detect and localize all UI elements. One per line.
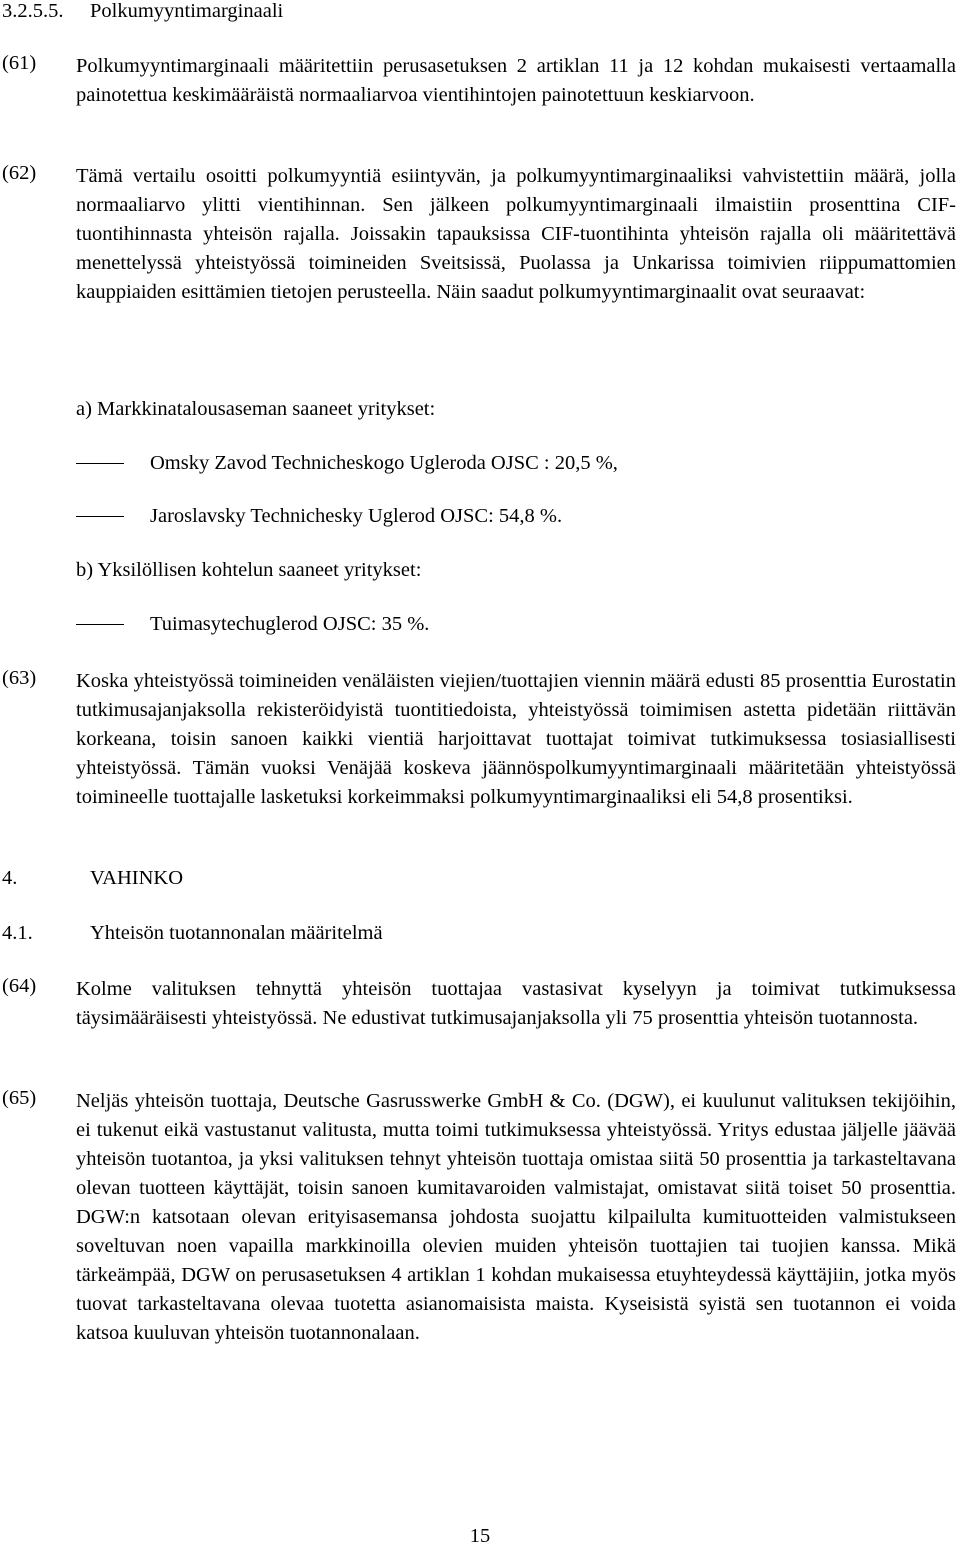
section-number: 4.1. xyxy=(2,922,33,944)
list-item xyxy=(76,613,429,636)
paragraph-text: Koska yhteistyössä toimineiden venäläisten viejien/tuottajien viennin määrä edusti 85 prosenttia Eurostatin tutkimusajanjaksolla rekisteröidyistä tuontitiedoista, yhteistyössä toimimisen astetta pidetään riittävän korkeana, toisin sanoen kaikki vientiä harjoittavat tuottajat toimivat tutkimuksessa tosiasiallisesti yhteistyössä. Tämän vuoksi Venäjää koskeva jäännöspolkumyyntimarginaali määritetään yhteistyössä toimineelle tuottajalle lasketuksi korkeimmaksi polkumyyntimarginaaliksi eli 54,8 prosentiksi. xyxy=(76,670,956,808)
dash-icon xyxy=(76,463,124,465)
list-item xyxy=(76,452,618,475)
section-heading-4 xyxy=(2,867,183,890)
section-title: Yhteisön tuotannonalan määritelmä xyxy=(90,922,383,944)
paragraph-number: (64) xyxy=(2,975,37,997)
page-number: 15 xyxy=(469,1525,491,1547)
paragraph-number: (65) xyxy=(2,1087,37,1109)
dash-icon xyxy=(76,516,124,518)
list-item-text: Jaroslavsky Technichesky Uglerod OJSC: 54,8 %. xyxy=(150,505,563,527)
section-number: 3.2.5.5. xyxy=(2,0,64,22)
paragraph-61 xyxy=(2,52,956,110)
paragraph-text: Polkumyyntimarginaali määritettiin perusasetuksen 2 artiklan 11 ja 12 kohdan mukaisesti vertaamalla painotettua keskimääräistä normaaliarvoa vientihintojen painotettuun keskiarvoon. xyxy=(76,55,956,106)
list-item-text: Tuimasytechuglerod OJSC: 35 %. xyxy=(150,613,430,635)
paragraph-62 xyxy=(2,162,956,307)
section-heading-3255 xyxy=(2,0,283,23)
dash-icon xyxy=(76,624,124,626)
list-item xyxy=(76,505,562,528)
list-label-b: b) Yksilöllisen kohtelun saaneet yritykset: xyxy=(76,559,422,581)
paragraph-64 xyxy=(2,975,956,1033)
paragraph-text: Kolme valituksen tehnyttä yhteisön tuottajaa vastasivat kyselyyn ja toimivat tutkimuksessa täysimääräisesti yhteistyössä. Ne edustivat tutkimusajanjaksolla yli 75 prosenttia yhteisön tuotannosta. xyxy=(76,978,956,1029)
list-label-a: a) Markkinatalousaseman saaneet yritykset: xyxy=(76,398,436,420)
paragraph-text: Tämä vertailu osoitti polkumyyntiä esiintyvän, ja polkumyyntimarginaaliksi vahvistettiin määrä, jolla normaaliarvo ylitti vientihinnan. Sen jälkeen polkumyyntimarginaali ilmaistiin prosenttina CIF-tuontihinnasta yhteisön rajalla. Joissakin tapauksissa CIF-tuontihinta yhteisön rajalla oli määritettävä menettelyssä yhteistyössä toimineiden Sveitsissä, Puolassa ja Unkarissa toimivien riippumattomien kauppiaiden esittämien tietojen perusteella. Näin saadut polkumyyntimarginaalit ovat seuraavat: xyxy=(76,165,956,303)
paragraph-number: (63) xyxy=(2,667,37,689)
section-title: VAHINKO xyxy=(90,867,184,889)
section-number: 4. xyxy=(2,867,18,889)
list-item-text: Omsky Zavod Technicheskogo Ugleroda OJSC : 20,5 %, xyxy=(150,452,618,474)
paragraph-65 xyxy=(2,1087,956,1348)
section-heading-41 xyxy=(2,922,383,945)
paragraph-number: (61) xyxy=(2,52,37,74)
paragraph-number: (62) xyxy=(2,162,37,184)
paragraph-63 xyxy=(2,667,956,812)
paragraph-text: Neljäs yhteisön tuottaja, Deutsche Gasrusswerke GmbH & Co. (DGW), ei kuulunut valituksen tekijöihin, ei tukenut eikä vastustanut valitusta, mutta toimi tutkimuksessa yhteistyössä. Yritys edustaa jäljelle jäävää yhteisön tuotantoa, ja yksi valituksen tehnyt yhteisön tuottaja omistaa siitä 50 prosenttia ja tarkasteltavana olevan tuotteen käyttäjät, toisin sanoen kumitavaroiden valmistajat, omistavat siitä toiset 50 prosenttia. DGW:n katsotaan olevan erityisasemansa johdosta suojattu kilpailulta kumituotteiden valmistukseen soveltuvan noen vapailla markkinoilla olevien muiden yhteisön tuottajien tai tuojien kanssa. Mikä tärkeämpää, DGW on perusasetuksen 4 artiklan 1 kohdan mukaisessa etuyhteydessä käyttäjiin, jotka myös tuovat tarkasteltavana olevaa tuotetta asianomaisista maista. Kyseisistä syistä sen tuotannon ei voida katsoa kuuluvan yhteisön tuotannonalaan. xyxy=(76,1090,956,1344)
section-title: Polkumyyntimarginaali xyxy=(90,0,284,22)
